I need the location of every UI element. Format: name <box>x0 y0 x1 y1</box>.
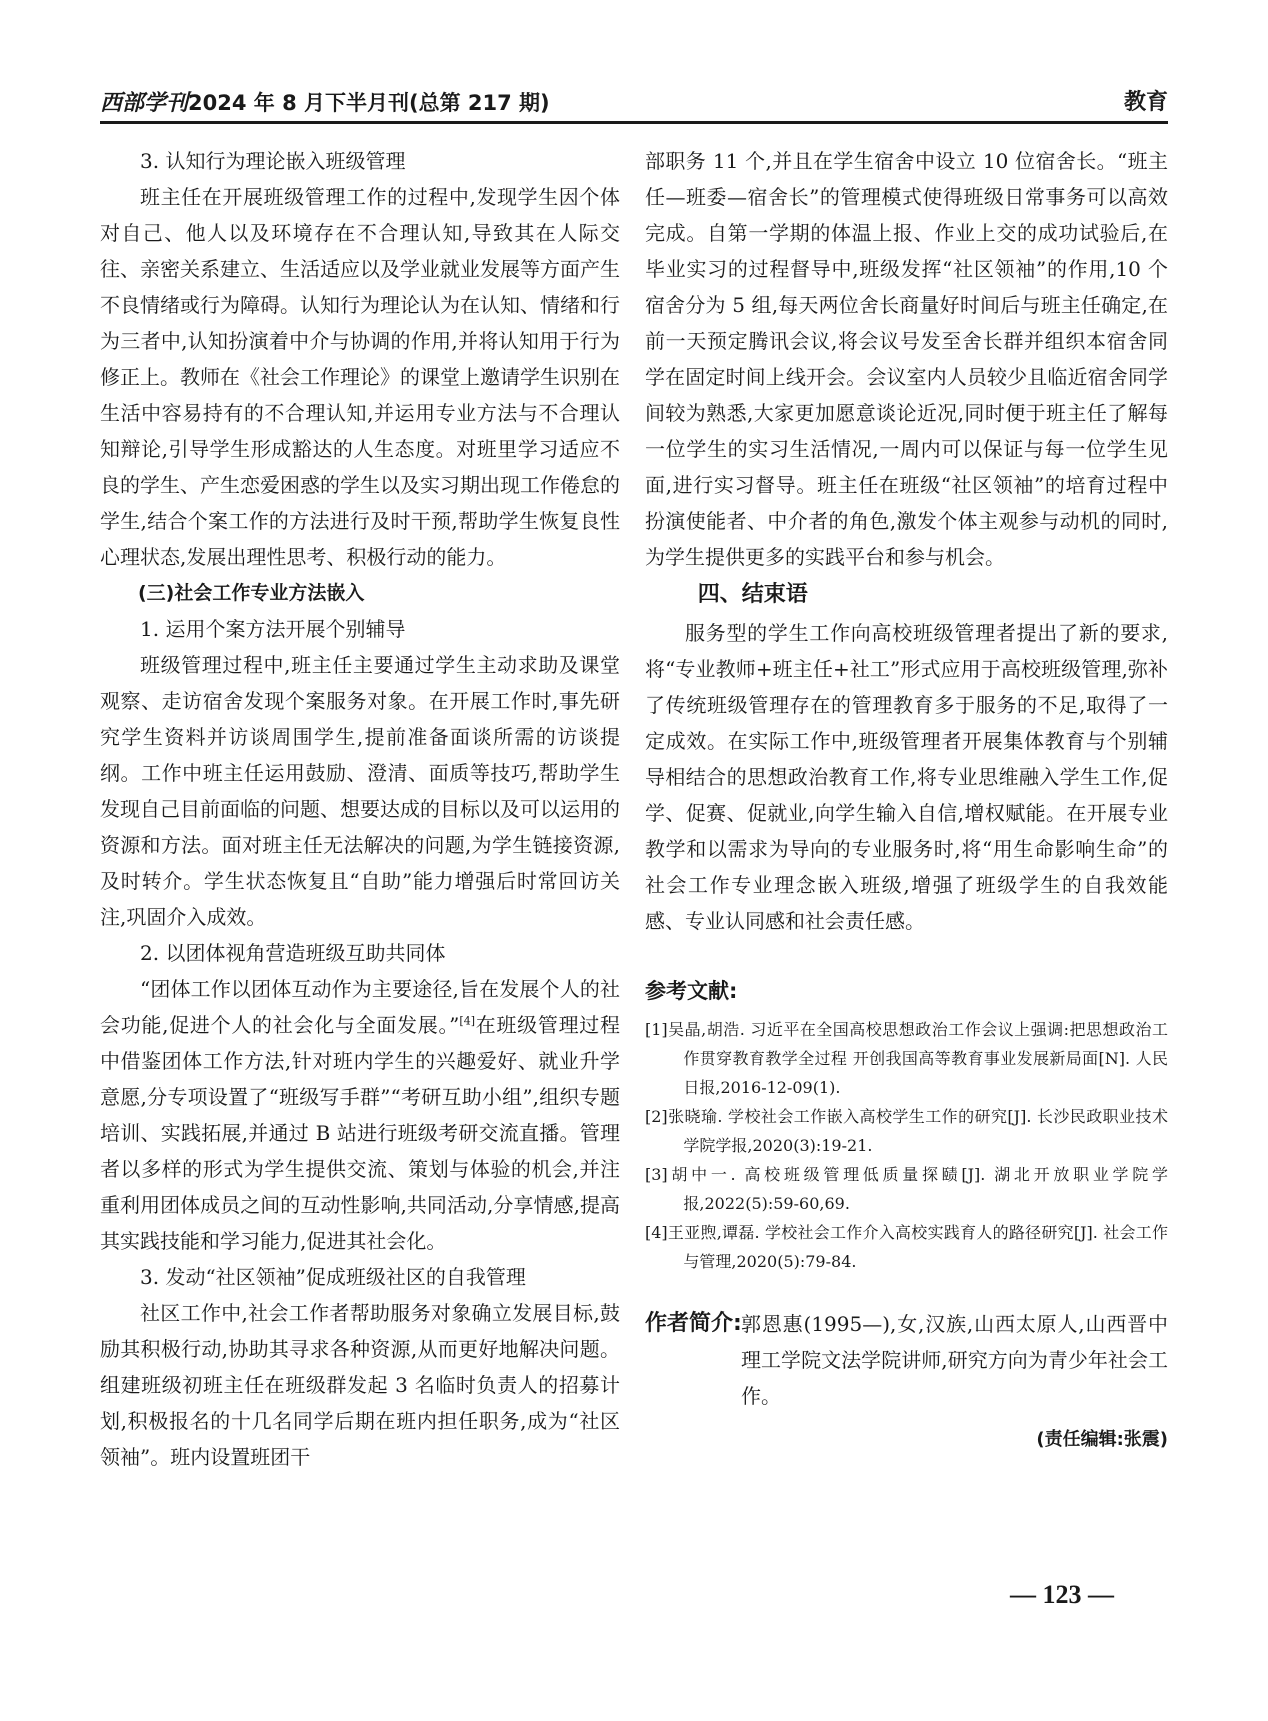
paragraph: 班主任在开展班级管理工作的过程中,发现学生因个体对自己、他人以及环境存在不合理认知,导致其在人际交往、亲密关系建立、生活适应以及学业就业发展等方面产生不良情绪或行为障碍。认知行为理论认为在认知、情绪和行为三者中,认知扮演着中介与协调的作用,并将认知用于行为修正上。教师在《社会工作理论》的课堂上邀请学生识别在生活中容易持有的不合理认知,并运用专业方法与不合理认知辩论,引导学生形成豁达的人生态度。对班里学习适应不良的学生、产生恋爱困惑的学生以及实习期出现工作倦怠的学生,结合个案工作的方法进行及时干预,帮助学生恢复良性心理状态,发展出理性思考、积极行动的能力。 <box>100 185 620 569</box>
paragraph: 社区工作中,社会工作者帮助服务对象确立发展目标,鼓励其积极行动,协助其寻求各种资源,从而更好地解决问题。组建班级初班主任在班级群发起 3 名临时负责人的招募计划,积极报名的十几名同学后期在班内担任职务,成为“社区领袖”。班内设置班团干 <box>100 1301 620 1469</box>
journal-logo: 西部学刊 <box>100 90 189 116</box>
paragraph <box>100 971 620 1259</box>
subsection-heading: 1. 运用个案方法开展个别辅导 <box>140 617 406 641</box>
author-bio <box>645 1306 1168 1414</box>
reference-item: [4]王亚煦,谭磊. 学校社会工作介入高校实践育人的路径研究[J]. 社会工作与管理,2020(5):79-84. <box>645 1223 1168 1271</box>
section-heading: (三)社会工作专业方法嵌入 <box>138 582 365 604</box>
subsection-heading: 2. 以团体视角营造班级互助共同体 <box>140 941 446 965</box>
section-heading: 四、结束语 <box>697 582 808 607</box>
right-column <box>645 143 1168 1458</box>
references-title: 参考文献: <box>645 979 738 1003</box>
paragraph: 班级管理过程中,班主任主要通过学生主动求助及课堂观察、走访宿舍发现个案服务对象。在开展工作时,事先研究学生资料并访谈周围学生,提前准备面谈所需的访谈提纲。工作中班主任运用鼓励、澄清、面质等技巧,帮助学生发现自己目前面临的问题、想要达成的目标以及可以运用的资源和方法。面对班主任无法解决的问题,为学生链接资源,及时转介。学生状态恢复且“自助”能力增强后时常回访关注,巩固介入成效。 <box>100 653 620 929</box>
reference-item: [3]胡中一. 高校班级管理低质量探赜[J]. 湖北开放职业学院学报,2022(5):59-60,69. <box>645 1165 1168 1213</box>
subsection-heading: 3. 认知行为理论嵌入班级管理 <box>140 149 406 173</box>
section-name: 教育 <box>1123 90 1168 115</box>
page-number: — 123 — <box>1010 1580 1114 1609</box>
left-column <box>100 143 620 1475</box>
editor-credit: (责任编辑:张震) <box>1036 1429 1168 1450</box>
author-label: 作者简介: <box>645 1311 742 1336</box>
reference-item: [1]吴晶,胡浩. 习近平在全国高校思想政治工作会议上强调:把思想政治工作贯穿教育教学全过程 开创我国高等教育事业发展新局面[N]. 人民日报,2016-12-09(1). <box>645 1020 1168 1097</box>
header-journal <box>100 88 550 118</box>
paragraph: 部职务 11 个,并且在学生宿舍中设立 10 位宿舍长。“班主任—班委—宿舍长”的管理模式使得班级日常事务可以高效完成。自第一学期的体温上报、作业上交的成功试验后,在毕业实习的过程督导中,班级发挥“社区领袖”的作用,10 个宿舍分为 5 组,每天两位舍长商量好时间后与班主任确定,在前一天预定腾讯会议,将会议号发至舍长群并组织本宿舍同学在固定时间上线开会。会议室内人员较少且临近宿舍同学间较为熟悉,大家更加愿意谈论近况,同时便于班主任了解每一位学生的实习生活情况,一周内可以保证与每一位学生见面,进行实习督导。班主任在班级“社区领袖”的培育过程中扮演使能者、中介者的角色,激发个体主观参与动机的同时,为学生提供更多的实践平台和参与机会。 <box>645 149 1168 569</box>
citation-marker: [4] <box>459 1014 476 1028</box>
reference-item: [2]张晓瑜. 学校社会工作嵌入高校学生工作的研究[J]. 长沙民政职业技术学院学报,2020(3):19-21. <box>645 1107 1168 1155</box>
paragraph: 服务型的学生工作向高校班级管理者提出了新的要求,将“专业教师+班主任+社工”形式应用于高校班级管理,弥补了传统班级管理存在的管理教育多于服务的不足,取得了一定成效。在实际工作中,班级管理者开展集体教育与个别辅导相结合的思想政治教育工作,将专业思维融入学生工作,促学、促赛、促就业,向学生输入自信,增权赋能。在开展专业教学和以需求为导向的专业服务时,将“用生命影响生命”的社会工作专业理念嵌入班级,增强了班级学生的自我效能感、专业认同感和社会责任感。 <box>645 621 1168 933</box>
author-text: 郭恩惠(1995—),女,汉族,山西太原人,山西晋中理工学院文法学院讲师,研究方向为青少年社会工作。 <box>741 1312 1168 1408</box>
quote-text: “团体工作以团体互动作为主要途径,旨在发展个人的社会功能,促进个人的社会化与全面发展。” <box>100 977 620 1037</box>
page-header <box>100 88 1168 122</box>
subsection-heading: 3. 发动“社区领袖”促成班级社区的自我管理 <box>140 1265 526 1289</box>
issue-info: 2024 年 8 月下半月刊(总第 217 期) <box>188 91 550 115</box>
paragraph-continued: 在班级管理过程中借鉴团体工作方法,针对班内学生的兴趣爱好、就业升学意愿,分专项设置了“班级写手群”“考研互助小组”,组织专题培训、实践拓展,并通过 B 站进行班级考研交流直播。管理者以多样的形式为学生提供交流、策划与体验的机会,并注重利用团体成员之间的互动性影响,共同活动,分享情感,提高其实践技能和学习能力,促进其社会化。 <box>100 1013 621 1253</box>
header-rule <box>100 121 1168 124</box>
